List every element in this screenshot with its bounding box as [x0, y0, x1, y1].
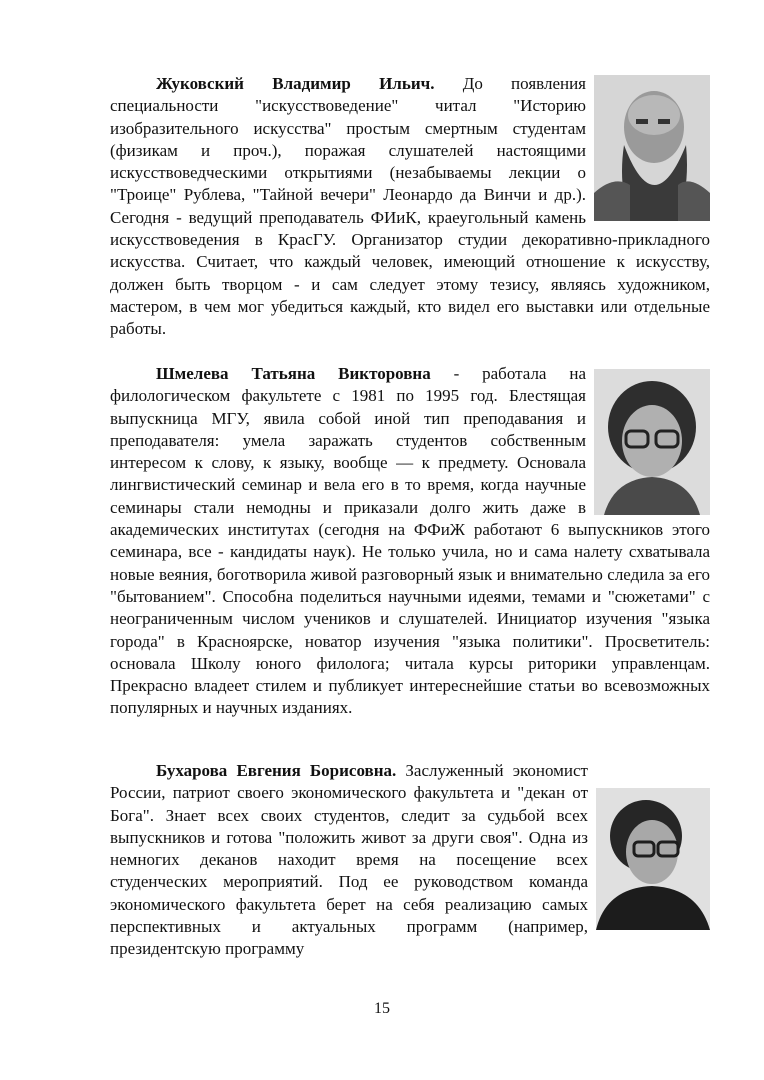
- entry-text: До появления специальности "искусствоведение" читал "Историю изобразительного искусства" простым смертным студентам (физикам и проч.), поражая слушателей настоящими искусствоведческими открытиями (незабываемы лекции о "Троице" Рублева, "Тайной вечери" Леонардо да Винчи и др.). Сегодня - ведущий преподаватель ФИиК, краеугольный камень искусствоведения в КрасГУ. Организатор студии декоративно-прикладного искусства. Считает, что каждый человек, имеющий отношение к искусству, должен быть творцом - и сам следует этому тезису, являясь художником, мастером, в чем мог убедиться каждый, кто видел его выставки или отдельные работы.: [110, 74, 710, 339]
- entry-shmeleva: [110, 363, 710, 720]
- entry-name: Шмелева Татьяна Викторовна: [156, 364, 431, 383]
- entry-text: Заслуженный экономист России, патриот своего экономического факультета и "декан от Бога". Знает всех своих студентов, следит за судьбой всех выпускников и готова "положить живот за други своя". Одна из немногих деканов находит время на посещение всех студенческих мероприятий. Под ее руководством команда экономического факультета берет на себя реализацию самых перспективных и актуальных программ (например, президентскую программу: [110, 761, 588, 959]
- portrait-zhukovsky: [594, 75, 710, 221]
- page-number: 15: [374, 1000, 390, 1017]
- entry-zhukovsky: [110, 73, 710, 341]
- entry-name: Жуковский Владимир Ильич.: [156, 74, 435, 93]
- portrait-bukharova: [596, 788, 710, 930]
- portrait-shmeleva: [594, 369, 710, 515]
- entry-bukharova: [110, 760, 710, 961]
- entry-name: Бухарова Евгения Борисовна.: [156, 761, 397, 780]
- entry-text: - работала на филологическом факультете с 1981 по 1995 год. Блестящая выпускница МГУ, явила собой иной тип преподавания и преподавателя: умела заражать студентов собственным интересом к слову, к языку, вообще — к предмету. Основала лингвистический семинар и вела его в то время, когда научные семинары стали немодны и приказали долго жить даже в академических институтах (сегодня на ФФиЖ работают 6 выпускников этого семинара, все - кандидаты наук). Не только учила, но и сама налету схватывала новые веяния, боготворила живой разговорный язык и внимательно следила за его "бытованием". Способна поделиться научными идеями, темами и "сюжетами" с неограниченным числом учеников и слушателей. Инициатор изучения "языка города" в Красноярске, новатор изучения "языка политики". Просветитель: основала Школу юного филолога; читала курсы риторики управленцам. Прекрасно владеет стилем и публикует интереснейшие статьи во всевозможных популярных и научных изданиях.: [110, 364, 710, 718]
